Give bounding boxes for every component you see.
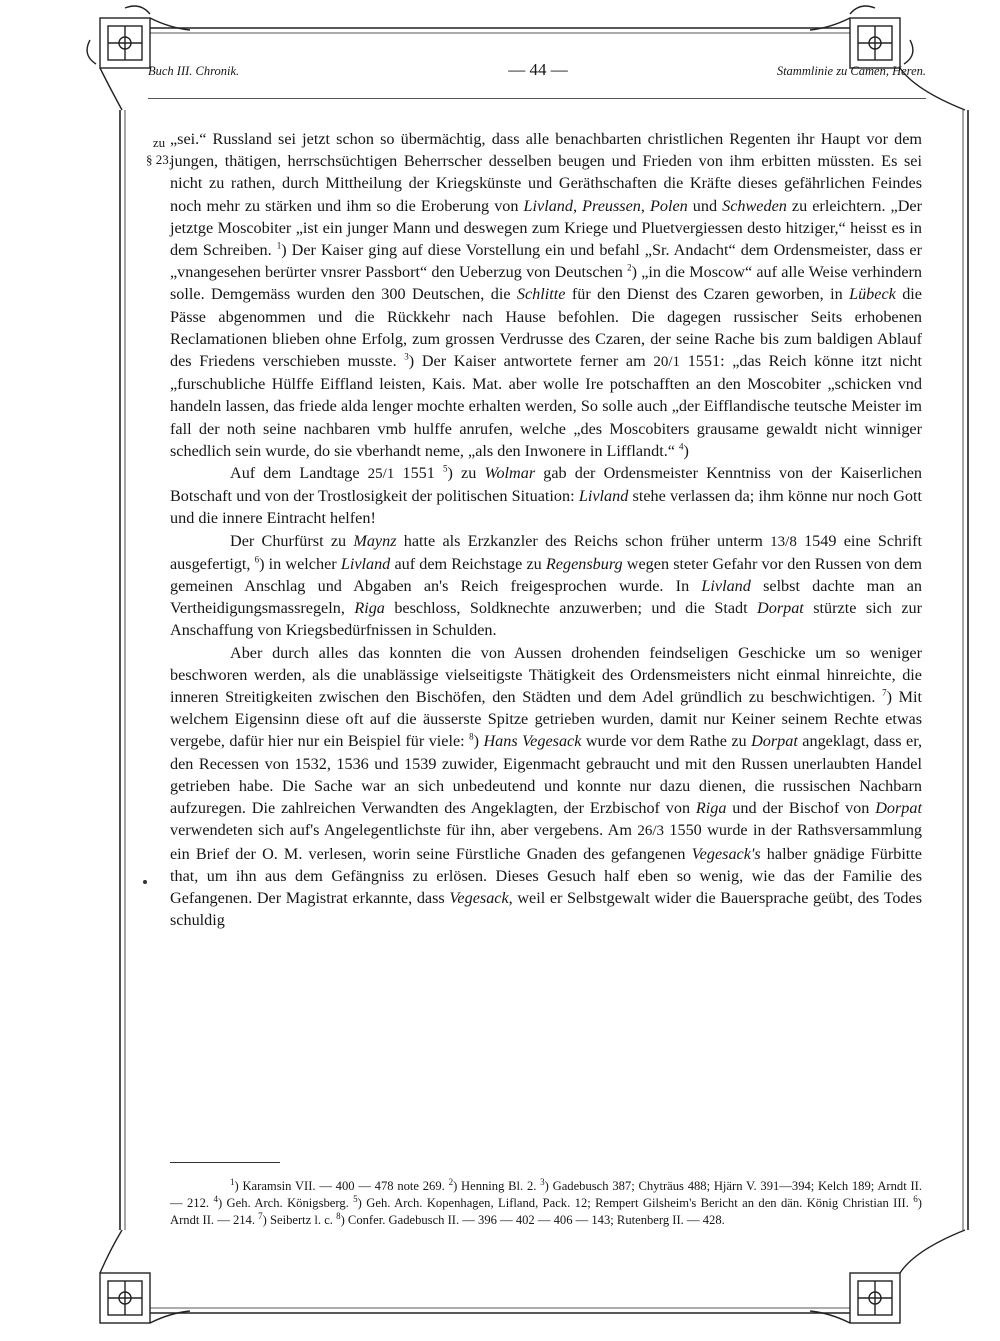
date-fraction: 25/1 — [367, 466, 395, 483]
footnote-ref: 3 — [404, 351, 409, 362]
corner-ornament-bottom-right — [810, 1230, 965, 1323]
corner-ornament-top-right — [810, 6, 965, 110]
footnote-ref: 8 — [469, 732, 474, 743]
footnote-ref: 2 — [627, 262, 632, 273]
page-number: — 44 — — [508, 60, 568, 79]
footnote-ref: 7 — [882, 687, 887, 698]
footnote-block: $^1$) Karamsin VII. — 400 — 478 note 269. $^2$) Henning Bl. 2. $^3$) Gadebusch 387; Chyträus 488; Hjärn V. 391—394; Kelch 189; Arndt II. — 212. $^4$) Geh. Arch. Königsberg. $^5$) Geh. Arch. Kopenhagen, Lifland, Pack. 12; Rempert Gilsheim's Bericht an den dän. König Christian III. $^6$) Arndt II. — 214. $^7$) Seibertz l. c. $^8$) Confer. Gadebusch II. — 396 — 402 — 406 — 143; Rutenberg II. — 428. — [170, 1176, 922, 1227]
footnote-ref: 4 — [679, 441, 684, 452]
body-text — [170, 128, 922, 931]
footnote-ref: 6 — [254, 554, 260, 565]
footnote-rule — [170, 1162, 280, 1163]
paragraph: Der Churfürst zu Maynz hatte als Erzkanzler des Reichs schon früher unterm 13/8 1549 eine Schrift ausgefertigt, $^6$) in welcher Livland auf dem Reichstage zu Regensburg wegen steter Gefahr vor den Russen von dem gemeinen Anschlag und Abgaben an's Reich freigesprochen wurde. In Livland selbst dachte man an Vertheidigungsmassregeln, Riga beschloss, Soldknechte anzuwerben; und die Stadt Dorpat stürzte sich zur Anschaffung von Kriegsbedürfnissen in Schulden. — [170, 531, 922, 640]
stray-mark — [143, 880, 147, 884]
margin-note-line: zu — [152, 135, 166, 150]
header-book-title: Buch III. Chronik. — [148, 64, 240, 78]
date-fraction: 13/8 — [770, 533, 797, 550]
paragraph: Auf dem Landtage 25/1 1551 $^5$) zu Wolmar gab der Ordensmeister Kenntniss von der Kaiserlichen Botschaft und von der Trostlosigkeit der politischen Situation: Livland stehe verlassen da; ihm könne nur noch Gott und die innere Eintracht helfen! — [170, 463, 923, 528]
date-fraction: 26/3 — [637, 823, 664, 840]
corner-ornament-top-left — [87, 6, 190, 110]
footnote-ref: 1 — [276, 240, 282, 251]
footnote-ref: 5 — [443, 463, 448, 474]
running-header — [148, 60, 926, 86]
header-section-title: Stammlinie zu Camen, Heren. — [776, 64, 926, 78]
paragraph: „sei.“ Russland sei jetzt schon so übermächtig, dass alle benachbarten christlichen Regenten ihr Haupt vor dem jungen, thätigen, herrschsüchtigen Beherrscher desselben beugen und Frieden von ihm erbitten müssten. Es sei nicht zu rathen, durch Mittheilung der Kriegskünste und Geräthschaften die Kräfte dieses gefährlichen Feindes noch mehr zu stärken und ihm so die Eroberung von Livland, Preussen, Polen und Schweden zu erleichtern. „Der jetztge Moscobiter „ist ein junger Mann und deswegen zum Kriege und Pluetvergiessen desto hitziger,“ heisst es in dem Schreiben. $^1$) Der Kaiser ging auf diese Vorstellung ein und befahl „Sr. Andacht“ dem Ordensmeister, dass er „vnangesehen berürter vnsrer Passbort“ den Ueberzug von Deutschen $^2$) „in die Moscow“ auf alle Weise verhindern solle. Demgemäss wurden den 300 Deutschen, die Schlitte für den Dienst des Czaren geworben, in Lübeck die Pässe abgenommen und die Rückkehr nach Hause befohlen. Die dagegen russischer Seits erhobenen Reclamationen blieben ohne Erfolg, zum grossen Verdrusse des Czaren, der seine Rache bis zum baldigen Ablauf des Friedens verschieben musste. $^3$) Der Kaiser antwortete ferner am 20/1 1551: „das Reich könne itzt nicht „furschubliche Hülffe Eiffland leisten, Kais. Mat. aber wolle Ire potschafften an den Moscobiter „schicken vnd handeln lassen, das friede alda lenger mochte erhalten werden, So solle auch „der Eifflandische teutsche Meister im fall der noth seine nachbaren vmb hulffe anrufen, welche „des Moscobiters grausame gewaldt nicht winniger schedlich sein wurde, do sie vberhandt neme, „als den Inwonere in Lifflandt.“ $^4$) — [170, 130, 923, 460]
corner-ornament-bottom-left — [100, 1230, 190, 1323]
footnotes — [170, 1178, 922, 1229]
paragraph: Aber durch alles das konnten die von Aussen drohenden feindseligen Geschicke um so weniger beschworen werden, als die unablässige vielseitigste Thätigkeit des Ordensmeisters nicht einmal hinreichte, die inneren Streitigkeiten zwischen den Bischöfen, den Städten und dem Adel gründlich zu beschwichtigen. $^7$) Mit welchem Eigensinn diese oft auf die äusserste Spitze getrieben wurden, damit nur Keiner seinem Rechte etwas vergebe, dafür hier nur ein Beispiel für viele: $^8$) Hans Vegesack wurde vor dem Rathe zu Dorpat angeklagt, dass er, den Recessen von 1532, 1536 und 1539 zuwider, Eigenmacht gebraucht und mit den Russen unerlaubten Handel getrieben habe. Die Sache war an sich unbedeutend und konnte nur dazu dienen, die russischen Nachbarn aufzuregen. Die zahlreichen Verwandten des Angeklagten, der Erzbischof von Riga und der Bischof von Dorpat verwendeten sich auf's Angelegentlichste für ihn, aber vergebens. Am 26/3 1550 wurde in der Rathsversammlung ein Brief der O. M. verlesen, worin seine Fürstliche Gnaden des gefangenen Vegesack's halber gnädige Fürbitte that, um ihn aus dem Gefängniss zu erlösen. Dieses Gesuch half eben so wenig, wie das der Familie des Gefangenen. Der Magistrat erkannte, dass Vegesack, weil er Selbstgewalt wider die Bauersprache geübt, des Todes schuldig — [170, 643, 923, 930]
header-rule — [148, 98, 926, 99]
margin-note-section: § 23. — [146, 152, 172, 167]
date-fraction: 20/1 — [653, 354, 681, 371]
